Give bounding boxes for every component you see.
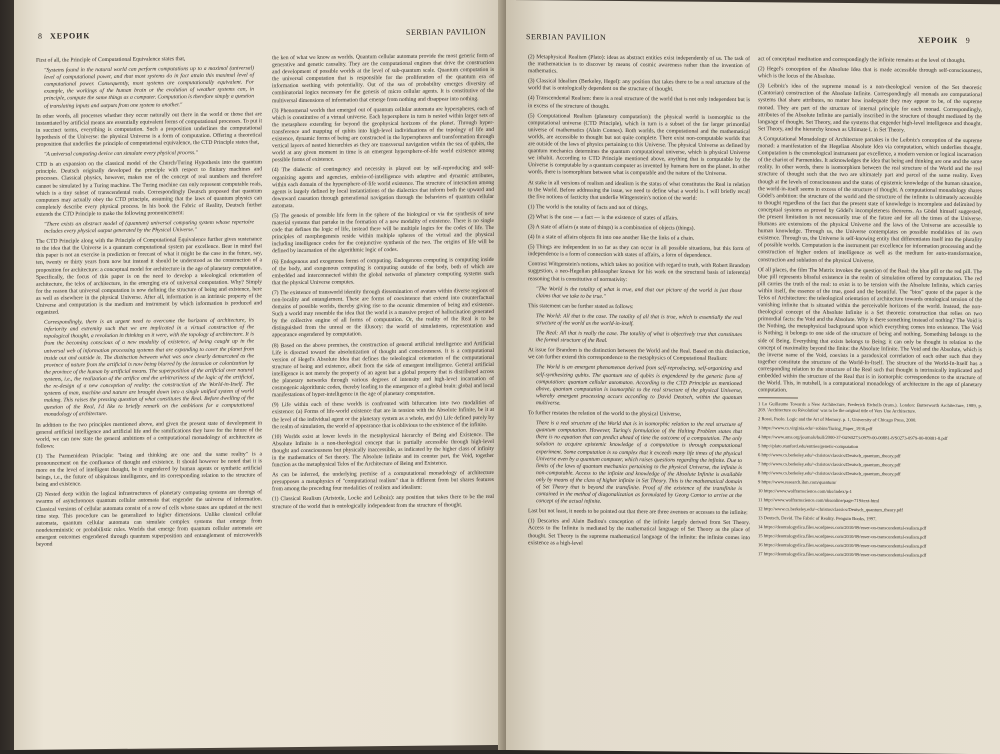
running-title: SERBIAN PAVILION xyxy=(526,32,607,42)
block-quote: "There exists an abstract model of (quantum) universal computing system whose repertoire includes every physical output generated by the Physical Universe." xyxy=(44,219,254,235)
list-item: (1) Descartes and Alain Badiou's conception of the infinite largely derived from Set Theory. Access to the Infinite is mediated by the mathematical language of Set Theory as the place of thought. Set Theory is the supreme mathematical language of the infinite: the infinite comes into existence as a high-level xyxy=(528,518,750,547)
paragraph: In other words, all processes whether they occur naturally out there in the world or those that are instantiated by artificial means are essentially equivalent forms of computational processes. To put it in succinct terms, everything is computation. Such a proposition underlines the computational hypothesis of the Universe: the physical Universe is a form of computation. Offering a theoretical proposition that underlies the principle of computational equivalence, the CTD Principle states that, xyxy=(36,111,262,148)
list-item: (1) Classical Realism (Aristotle, Locke and Leibniz): any position that takes there to be the real structure of the world that is ontologically independent from the structure of thought. xyxy=(272,494,494,510)
list-item: (1) The world is the totality of facts and not of things. xyxy=(528,203,649,212)
paragraph: At stake in all versions of realism and idealism is the status of what constitutes the Real in relation to the World. Before addressing the issue, we need to define what a world is. I will briefly recall the five notions of facticity that underlie Wittgenstein's notion of the world: xyxy=(528,179,750,202)
footnote: 5 http://plato.stanford.edu/entries/genetic-computation xyxy=(758,443,859,450)
footnote: 12 http://www.cs.berkeley.edu/~christos/classics/Deutsch_quantum_theory.pdf xyxy=(758,506,903,513)
right-column-1 xyxy=(528,54,750,552)
paragraph: This statement can be further stated as follows: xyxy=(528,303,634,310)
footnote: 3 https://www.cs.virginia.edu/~robins/Turing_Paper_1936.pdf xyxy=(758,425,873,432)
list-item: (6) Endogenous and exogenous forms of computing. Endogenous computing is computing inside of the body, and exogenous computing is computing outside of the body, both of which are embedded and interconnected within the global networks of planetary computing systems such that the physical Universe computes. xyxy=(272,256,494,287)
list-item: (5) Computational Realism (planetary computation): the physical world is isomorphic to the computational universe (CTD Principle), which in turn is a subset of the far larger primordial universe of mathematics (Alain Connes). Both worlds, the computational and the mathematical worlds, are accessible to thought but not quite complete. There exist non-computable worlds that are outside of the laws of physics pertaining to this Universe. The physical Universe as defined by quantum mechanics determines the quantum computational universe, which is physical Universe we inhabit. According to CTD Principle mentioned above, anything that is computable by the Universe is computable by a quantum computer as invented by humans here on the planet. In other words, there is isomorphism between what is computable and the nature of the Universe. xyxy=(528,112,750,178)
footnote: 8 http://www.cs.berkeley.edu/~christos/classics/Deutsch_quantum_theory.pdf xyxy=(758,470,901,477)
footnote: 9 https://www.research.ibm.com/quantum/ xyxy=(758,479,837,486)
block-quote: The World: All that is the case. The totality of all that is true, which is essentially the real structure of the world as the world-in-itself. xyxy=(536,313,742,328)
paragraph: As can be inferred, the underlying premise of a computational monadology of architecture presupposes a metaphysics of "computational realism" that is different from but shares features from among the preceding four modalities of realism and idealism: xyxy=(272,470,494,493)
list-item: (9) Life within each of these worlds is confronted with bifurcation into two modalities of existence: (a) Forms of life-world existence that are in tension with the Absolute Infinite, be it at the level of the individual agent or the planetary system as a whole, and (b) Life defined purely by the realm of simulation, the world of appearance that is oblivious to the existence of the infinite. xyxy=(272,400,494,430)
block-quote: The Real: All that is really the case. The totality of what is objectively true that constitutes the formal structure of the Real. xyxy=(536,330,742,345)
block-quote: There is a real structure of the World that is in isomorphic relation to the real structure of quantum computation. However, Turing's formulation of the Halting Problem states that there is no equation that can predict ahead of time the outcome of a computation. The only solution to acquire epistemic knowledge of a computation is through computational experiment. Some computation is so complex that it exceeds many life times of the physical Universe even by a quantum computer, which raises questions regarding the infinite. Due to limits of the laws of quantum mechanics pertaining to the physical Universe, the infinite is non-computable. Access to the infinite and knowledge of the Absolute Infinite is available only by means of the class of higher infinite in Set Theory. This is the mathematical domain of Set Theory that is beyond the transfinite. Proof of the existence of the transfinite is contained in the method of diagonalization as formulated by Georg Cantor to arrive at the concept of the actual infinite. xyxy=(536,420,742,505)
footnote-divider xyxy=(758,398,798,399)
list-item: (3) Phenomenal worlds that emerged out of quantum cellular automata are hyperspheres, each of which is constitutive of a virtual universe. Each hypersphere in turn is nested within larger sets of the metasphere extending far beyond the geophysical horizons of the planet. Through hyper-transference and mapping of qubits into high-level individuations of the topology of life and existence, dynamic forms of being are constructed in the hyperspheres and transformation through vertical layers of nested hierarchies as they are transversal navigation within the sea of qubits, the world at any given moment in time is an emergent hypersphere-of-life world existence among possible forms of existence. xyxy=(272,105,494,164)
left-column-2 xyxy=(272,53,494,514)
right-page xyxy=(506,0,1000,754)
page-number: 9 xyxy=(965,36,971,46)
paragraph: A Computational Monadology of Architecture partakes in the Leibniz's conception of the supreme monad: a manifestation of the Hegelian Absolute Idea via computation, which underlies thought. Computation is the cosmological instrument par excellence, a modern version or logical incarnation of the chariot of Parmenides. It acknowledges the idea that being and thinking are one and the same reality. In other words, there is isomorphism between the real structure of the World and the real structure of thought such that the two are ultimately part and parcel of the same reality. Even though at the levels of consciousness and the status of epistemic knowledge of the human situation, the world-in-itself seems in excess of the structure of thought. A computational monadology shares Gödel's ambition: the structure of the world and the structure of the infinite is ultimately accessible to thought regardless of the fact that the present state of knowledge is incomplete and delimited by conceptual systems as proved by Gödel's incompleteness theorems. As Gödel himself suggested, the present limitation is not necessarily true of the future and for all the times of the Universe. Humans are extensions of the physical Universe and the laws of the Universe are accessible to human knowledge. Through us, the Universe contemplates on possible modalities of its own existence. Through us, the Universe is self-knowing entity that differentiates itself into the plurality of possible worlds. Computation is the instrument par excellence for information processing and the construction of higher orders of intelligence as well as the medium for auto-transformation, construction and sublation of the physical Universe. xyxy=(758,136,983,264)
paragraph: Contrast Wittgenstein's notions, which takes no position with regard to truth, with Robert Brandom suggestion, a neo-Hegelian philosopher known for his work on the structural basis of inferential reasoning that is constitutive of normativity: xyxy=(528,261,750,283)
footnote: 7 http://www.cs.berkeley.edu/~christos/classics/Deutsch_quantum_theory.pdf xyxy=(758,461,901,468)
paragraph: The CTD Principle along with the Principle of Computational Equivalence further gives sustenance to the idea that the Universe is a quantum computational system par excellence. Bear in mind that this paper is not an exercise in prediction or forecast of what it might be the case in the future, say, ten, twenty or thirty years from now but instead it should be understood as the construction of a proposition for architecture: a conceptual model for architecture in the age of planetary computation. Specifically, the focus of this paper is on the need to develop a teleological orientation of architecture, the telos of architecture, in the emerging era of universal computation. Why? Simply for the reason that universal computation is now defining the structure of being and existence, here as well as elsewhere in the physical Universe. After all, information is an intrinsic property of the Universe and computation is the medium and instrument by which information is produced and organized. xyxy=(36,236,262,316)
left-column-1 xyxy=(36,55,262,551)
list-item: (4) In a state of affairs objects fit into one another like the links of a chain. xyxy=(528,234,695,242)
list-item: (2) What is the case — a fact — is the existence of states of affairs. xyxy=(528,214,679,222)
footnote: 10 https://www.wolframscience.com/nks/index/p-1 xyxy=(758,488,852,495)
right-column-2 xyxy=(758,56,982,562)
left-page xyxy=(14,0,510,750)
list-item: (2) Hegel's conception of the Absolute Idea that is made accessible through self-consciousness, which is the locus of the Absolute. xyxy=(758,66,982,81)
list-item: (2) Metaphysical Realism (Plato): ideas as abstract entities exist independently of us. The task of the mathematician is to discover by means of cosmic awareness rather than the invention of mathematics. xyxy=(528,54,750,75)
block-quote: The World is an emergent phenomenon derived from self-reproducing, self-organizing and self-synthesizing qubits. The quantum sea of qubits is engendered by the generic form of computation: quantum cellular automaton. According to the CTD Principle as mentioned above, quantum computation is isomorphic to the real structure of the physical Universe, whereby emergent processing occurs according to David Deutsch, within the quantum multiverse. xyxy=(536,364,742,407)
paragraph: Of all places, the film The Matrix invokes the question of the Real: the blue pill or the red pill. The blue pill represents blissful existence in the realm of simulation offered by computation. The red pill carries the truth of the real: to exist is to be tension with the Absolute Infinite, which carries within itself, the essence of the true, good and the beautiful. The "bios" quote of the paper is the Telos of Architecture: the teleological orientation of architecture towards ontological tension of the vanishing infinite that is situated within the perceivable horizons of the world. Instead, the non-theological concept of the Absolute Infinite is a Set theoretic construction that relies on two primordial facts: the Void and the Absolute. Why is there something instead of nothing? The Void is the Nothing, the metaphysical background upon which everything comes into existence. The Void is Nothing; it belongs to one side of the structure of being and nothing. Something belongs to the side of Being. Everything that exists belongs to Being; it can only be thought in relation to the concept of maximality beyond the finite: the Absolute Infinite. The Void and the Absolute, which is the inverse name of the Void, coexists in a paradoxical correlation of each other such that they together constitute the structure of the World-In-Itself. The structure of the World-In-Itself has a corresponding relation to the structure of the Real such that thought is intrinsically implicated and embedded within the structure of the Real that is in isomorphic correspondence to the structure of the World. This, in nutshell, is a computational monadology of architecture in the age of planetary computation. xyxy=(758,266,982,394)
list-item: (4) The dialectic of contingency and necessity is played out by self-reproducing and self-organizing agents and agencies, embrio-of-intelligence with adaptive and dynamic attributes, within each domain of the hypersphere-of-life world existence. The structure of interaction among agents is largely defined by local instantiations of the dialectics that inform both the upward and downward causation through generational navigation through the behaviors of quantum cellular automata. xyxy=(272,165,494,210)
footnote: 4 https://www.ams.org/journals/bull/2000-37-04/S0273-0979-00-00881-8/S0273-0979-00-00881-8.pdf xyxy=(758,434,948,442)
block-quote: "The World is the totality of what is true, and that our picture of the world is just those claims that we take to be true." xyxy=(536,285,742,300)
list-item: (1) The Parmenidean Principle: "being and thinking are one and the same reality" is a pronouncement on the confluence of thought and existence. It should however be noted that it is more on the level of intelligent thought, be it engendered by human agents or synthetic artificial beings, i.e., the future of ubiquitous intelligence, and its corresponding relation to the structure of being and existence. xyxy=(36,451,262,489)
paragraph: To further restates the relation of the world to the physical Universe, xyxy=(528,410,682,418)
block-quote: "Systems found in the natural world can perform computations up to a maximal (universal) level of computational power, and that most systems do in fact attain this maximal level of computational power. Consequently, most systems are computationally equivalent. For example, the workings of the human brain or the evolution of weather systems can, in principle, compute the same things as a computer. Computation is therefore simply a question of translating inputs and outputs from one system to another." xyxy=(44,65,254,110)
footnote: 16 https://deontologydica.files.wordpress.com/2010/09/esser-on-transcendental-realism.pdf xyxy=(758,542,927,549)
footnote: 14 https://deontologydica.files.wordpress.com/2010/09/esser-on-transcendental-realism.pdf xyxy=(758,524,927,531)
list-item: (7) The existence of transworld identity through dissemination of avatars within diverse regions of non-locality and entanglement. These are forms of coexistence that extend into counterfactual domains of possible worlds, thereby giving rise to the oceanic dimension of being and existence. Such a world may resemble the idea that the world is a massive project of hallucination generated by the collective engine of all forms of computation. Or, the reality of the Real is to be distinguished from the unreal or the illusory: the world of simulations, representation and appearance engendered by computation. xyxy=(272,287,494,339)
journal-title: ХЕРОИК xyxy=(918,35,959,45)
block-quote: Correspondingly, there is an urgent need to overcome the horizons of architecture, its inferiority and extremity such that we are implicated in a virtual construction of the topological thought, a revolution in thinking as it were, with the topology of architecture. It is from the becoming conscious of a new modality of existence, of being caught up in the universal web of information processing systems that are expanding to cover the planet from inside out and outside in. The distinction between what was once clearly demarcated as the province of nature from the artificial is now being blurred by the intrusion or colonization by the province of the human by artificial means. The superposition of the artificial over natural systems, i.e., the realization of the artifice and the arbitrariness of the logic of the artificial, the re-design of a new conception of reality: the construction of the World-in-Itself. The systems of man, machine and nature are brought down into a single unified system of world making. This raises the pressing question of what constitutes the Real. Before dwelling of the question of the Real, I'd like to briefly remark on the ambitions for a computational monadology of architecture. xyxy=(44,317,254,419)
right-page-header xyxy=(918,36,970,45)
paragraph: At issue for Brandom is the distinction between the World and the Real. Based on this distinction, we can further extend this correspondence to the metaphysics of Computational Realism: xyxy=(528,347,750,363)
running-title: SERBIAN PAVILION xyxy=(406,27,487,37)
footnote: 15 https://deontologydica.files.wordpress.com/2010/09/esser-on-transcendental-realism.pdf xyxy=(758,533,927,540)
left-page-header xyxy=(38,31,90,41)
paragraph: act of conceptual meditation and correspondingly the infinite remains at the level of thought. xyxy=(758,56,966,65)
footnote: 2 Rossi, Paolo. Logic and the Art of Memory. p. 1, University of Chicago Press, 2000. xyxy=(758,416,917,423)
list-item: (5) The genesis of possible life form in the sphere of the biological or via the synthesis of new material systems that partake in the formation of a new modality of existence. There is no single code that defines the logic of life, instead there will be multiple logics for the codes of life. The principles of morphogenesis reside within multiple spheres of the virtual and the physical including intelligence codes for the conjunctive synthesis of the two. The origins of life will be defined by incarnation of the algorithmic logic of codes. xyxy=(272,210,494,255)
footnotes xyxy=(758,402,982,560)
list-item: (2) Nested deep within the logical infrastructures of planetary computing systems are throngs of swarms of asynchronous quantum cellular automata that engender the universe of information. Classical versions of cellular automata consist of a row of cells whose states are updated at the next time step. This procedure can be generalized to higher dimensions. Unlike classical cellular automata, quantum cellular automata can simulate complex systems that emerge from nondeterministic or probabilistic rules. Worlds that emerge from quantum cellular automata are emergent outcomes engendered through quantum superposition and entanglement of microworlds beyond xyxy=(36,489,262,548)
list-item: (3) Classical Idealism (Berkeley, Hegel): any position that takes there to be a real structure of the world that is ontologically dependent on the structure of thought. xyxy=(528,78,750,93)
list-item: (3) Leibniz's idea of the supreme monad is a non-theological version of the Set theoretic (Cantorian) construction of the Absolute Infinite. Correspondingly all monads are computational systems that share attributes, no matter how inadequate they may appear to be, of the supreme monad. They are part of the structure of internal principle for each monad. Correspondingly, attributes of the Absolute Infinite are partially inscribed in the structure of thought mediated by the language of thought. Set Theory, and the systems that engender high-level intelligence and thought. Set Theory, and the hierarchy known as Ultimate L in Set Theory. xyxy=(758,83,982,134)
page-number: 8 xyxy=(38,31,43,41)
paragraph: CTD is an expansion on the classical model of the Church/Turing Hypothesis into the quantum principle. Deutsch originally developed the principle with respect to finitary machines and processes. Classical physics, however, makes use of the concept of real numbers and therefore cannot be simulated by a Turing machine. The Turing machine can only represent computable reals, which is a tiny subset of transcendental reals. Correspondingly Deutsch proposed that quantum computers may actually obey the CTD principle, assuming that the laws of quantum physics can completely describe every physical process. In his book the Fabric of Reality, Deutsch further extends the CTD Principle to make the following pronouncement: xyxy=(36,159,262,218)
list-item: (10) Worlds exist at lower levels in the metaphysical hierarchy of Being and Existence. The Absolute Infinite is a non-theological concept that is partially accessible through high-level thought and consciousness but physically inaccessible, as indicated by the higher class of infinity in the mathematics of Set theory. The Absolute Infinite and its counter part, the Void, together function as the metaphysical Telos of the Architecture of Being and Existence. xyxy=(272,431,494,469)
paragraph: the ken of what we know as worlds. Quantum cellular automata provide the most generic form of generative and genetic causality. They are the computational engines that drive the construction and development of possible worlds at the level of sub-quantum scale. Quantum computation is the universal computation that is responsible for the proliferation of the quantum era of information seething with potentiality. Out of the sea of probability emerges diversity of combinatorial logics necessary for the genesis of micro cellular agents. It is constitutive of the multiversal dimensions of information that emerge from nothing and disappear into nothing. xyxy=(272,52,494,104)
block-quote: "A universal computing device can simulate every physical process." xyxy=(44,150,198,158)
footnote: 13 Deutsch, David. The Fabric of Reality. Penguin Books, 1997. xyxy=(758,515,877,522)
list-item: (8) Based on the above premises, the construction of general artificial intelligence and Artificial Life is directed toward the absolutization of thought and consciousness. It is a computational version of Hegel's Absolute Idea that defines the teleological orientation of the computational structure of being and existence, albeit from the side of emergent intelligence. General artificial intelligence is not merely the property of an agent but a global property that is distributed across the planetary networks through various degrees of intensity and high-level incarnation of cosmogenic algorithmic codes, thereby leading to the emergence of a global brain: global and local manifestations of hyper-intelligence in the age of planetary computation. xyxy=(272,340,494,399)
footnote: 11 http://www.wolframscience.com/nksonline/page-719/text-html xyxy=(758,497,880,504)
list-item: (4) Transcendental Realism: there is a real structure of the world that is not only independent but is in excess of the structure of thought. xyxy=(528,95,750,110)
footnote: 1 Lo Guillaume Towards a New Architecture, Frederick Etchells (trans.). London: Butterworth Architecture, 1989, p. 269. 'Architecture ou Révolution' was to be the original title of Vers Une Architecture. xyxy=(758,401,982,414)
list-item: (5) Things are independent in so far as they can occur in all possible situations, but this form of independence is a form of connection with states of affairs, a form of dependence. xyxy=(528,244,750,260)
paragraph: Last but not least, it needs to be pointed out that there are three avenues or accesses to the infinite: xyxy=(528,508,748,517)
paragraph: First of all, the Principle of Computational Equivalence states that, xyxy=(36,56,186,64)
footnote: 17 https://deontologydica.files.wordpress.com/2010/09/esser-on-transcendental-realism.pdf xyxy=(758,551,927,558)
paragraph: In addition to the two principles mentioned above, and given the present state of development in general artificial intelligence and artificial life and the ramifications they have for the future of the world, we can now state the general ambitions of a computational monadology of architecture as follows: xyxy=(36,419,262,450)
footnote: 6 http://www.cs.berkeley.edu/~christos/classics/Deutsch_quantum_theory.pdf xyxy=(758,452,901,459)
journal-title: ХЕРОИК xyxy=(50,31,91,41)
list-item: (3) A state of affairs (a state of things) is a combination of objects (things). xyxy=(528,224,695,232)
